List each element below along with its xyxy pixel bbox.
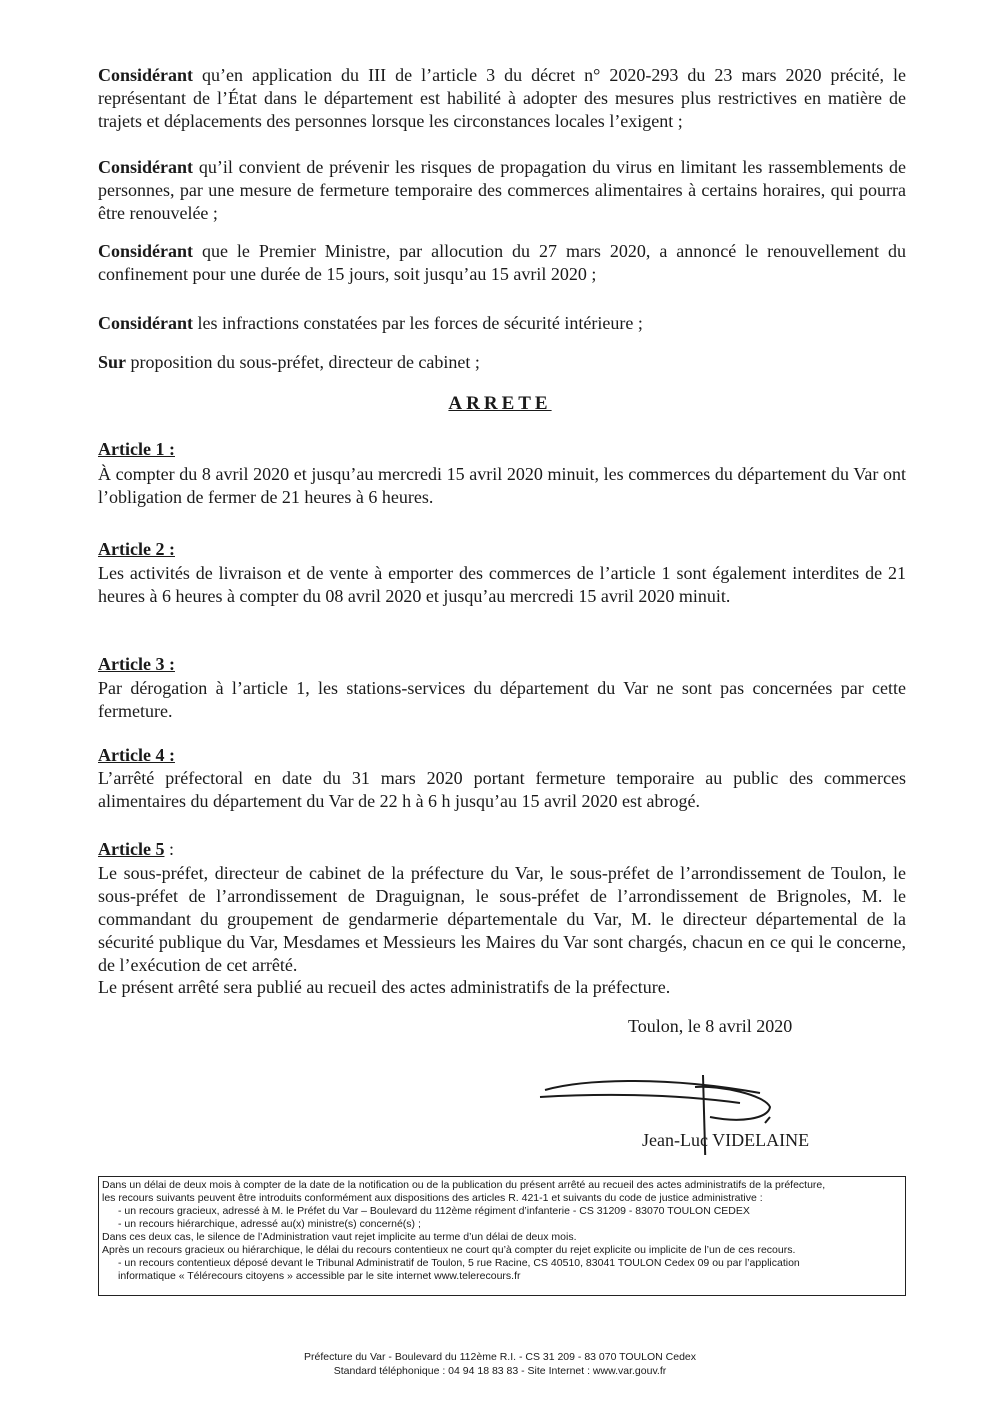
article-5-heading-suffix: : — [164, 839, 174, 859]
notice-line: les recours suivants peuvent être introduits conformément aux dispositions des articles R. 421-1 et suivants du code de justice administrative : — [102, 1192, 763, 1204]
sur-proposition — [98, 351, 906, 374]
article-5-text: Le sous-préfet, directeur de cabinet de la préfecture du Var, le sous-préfet de l’arrondissement de Toulon, le sous-préfet de l’arrondissement de Draguignan, le sous-préfet de l’arrondissement de Brignoles, M. le commandant du groupement de gendarmerie départementale du Var, M. le directeur départemental de la sécurité publique du Var, Mesdames et Messieurs les Maires du Var sont chargés, chacun en ce qui le concerne, de l’exécution de cet arrêté. — [98, 863, 906, 975]
article-3-heading: Article 3 : — [98, 654, 175, 674]
considerant-lead: Considérant — [98, 313, 194, 333]
arrete-title: ARRETE — [448, 393, 552, 414]
notice-line: - un recours hiérarchique, adressé au(x) ministre(s) concerné(s) ; — [118, 1218, 421, 1230]
notice-line: informatique « Télérecours citoyens » accessible par le site internet www.telerecours.fr — [118, 1270, 521, 1282]
considerant-2 — [98, 156, 906, 225]
sur-text: proposition du sous-préfet, directeur de cabinet ; — [126, 352, 480, 372]
article-2-text: Les activités de livraison et de vente à emporter des commerces de l’article 1 sont également interdites de 21 heures à 6 heures à compter du 08 avril 2020 et jusqu’au mercredi 15 avril 2020 minuit. — [98, 563, 906, 606]
article-1-text: À compter du 8 avril 2020 et jusqu’au mercredi 15 avril 2020 minuit, les commerces du département du Var ont l’obligation de fermer de 21 heures à 6 heures. — [98, 464, 906, 507]
considerant-text: qu’il convient de prévenir les risques de propagation du virus en limitant les rassemblements de personnes, par une mesure de fermeture temporaire des commerces alimentaires à certains horaires, qui pourra être renouvelée ; — [98, 157, 906, 223]
footer-address: Préfecture du Var - Boulevard du 112ème R.I. - CS 31 209 - 83 070 TOULON Cedex — [303, 1351, 696, 1363]
article-4-heading: Article 4 : — [98, 745, 175, 765]
considerant-3 — [98, 240, 906, 286]
article-5-heading: Article 5 — [98, 839, 165, 859]
notice-line: Après un recours gracieux ou hiérarchique, le délai du recours contentieux ne court qu’à compter du rejet explicite ou implicite de l’un de ces recours. — [102, 1244, 796, 1256]
notice-line: - un recours gracieux, adressé à M. le Préfet du Var – Boulevard du 112ème régiment d’infanterie - CS 31209 - 83070 TOULON CEDEX — [118, 1205, 750, 1217]
publication-text: Le présent arrêté sera publié au recueil des actes administratifs de la préfecture. — [98, 977, 671, 997]
considerant-text: que le Premier Ministre, par allocution du 27 mars 2020, a annoncé le renouvellement du confinement pour une durée de 15 jours, soit jusqu’au 15 avril 2020 ; — [98, 241, 906, 284]
considerant-1 — [98, 64, 906, 133]
considerant-text: les infractions constatées par les forces de sécurité intérieure ; — [193, 313, 643, 333]
considerant-4 — [98, 312, 906, 335]
article-5-heading-wrap — [98, 839, 174, 860]
signatory-name: Jean-Luc VIDELAINE — [642, 1130, 810, 1150]
notice-line: Dans ces deux cas, le silence de l’Administration vaut rejet implicite au terme d’un délai de deux mois. — [102, 1231, 577, 1243]
considerant-lead: Considérant — [98, 157, 194, 177]
notice-line: Dans un délai de deux mois à compter de la date de la notification ou de la publication du présent arrêté au recueil des actes administratifs de la préfecture, — [102, 1179, 826, 1191]
sur-lead: Sur — [98, 352, 127, 372]
article-4-text: L’arrêté préfectoral en date du 31 mars 2020 portant fermeture temporaire au public des commerces alimentaires du département du Var de 22 h à 6 h jusqu’au 15 avril 2020 est abrogé. — [98, 768, 906, 811]
article-3-text: Par dérogation à l’article 1, les stations-services du département du Var ne sont pas concernées par cette fermeture. — [98, 678, 906, 721]
article-2-heading: Article 2 : — [98, 539, 175, 559]
recourse-notice — [98, 1176, 906, 1296]
notice-line: - un recours contentieux déposé devant le Tribunal Administratif de Toulon, 5 rue Racine, CS 40510, 83041 TOULON Cedex 09 ou par l’application — [118, 1257, 800, 1269]
considerant-text: qu’en application du III de l’article 3 du décret n° 2020-293 du 23 mars 2020 précité, le représentant de l’État dans le département est habilité à adopter des mesures plus restrictives en matière de trajets et déplacements des personnes lorsque les circonstances locales l’exigent ; — [98, 65, 906, 131]
considerant-lead: Considérant — [98, 65, 194, 85]
considerant-lead: Considérant — [98, 241, 194, 261]
place-date: Toulon, le 8 avril 2020 — [628, 1016, 793, 1036]
footer-contact: Standard téléphonique : 04 94 18 83 83 - Site Internet : www.var.gouv.fr — [333, 1365, 667, 1377]
article-1-heading: Article 1 : — [98, 439, 175, 459]
